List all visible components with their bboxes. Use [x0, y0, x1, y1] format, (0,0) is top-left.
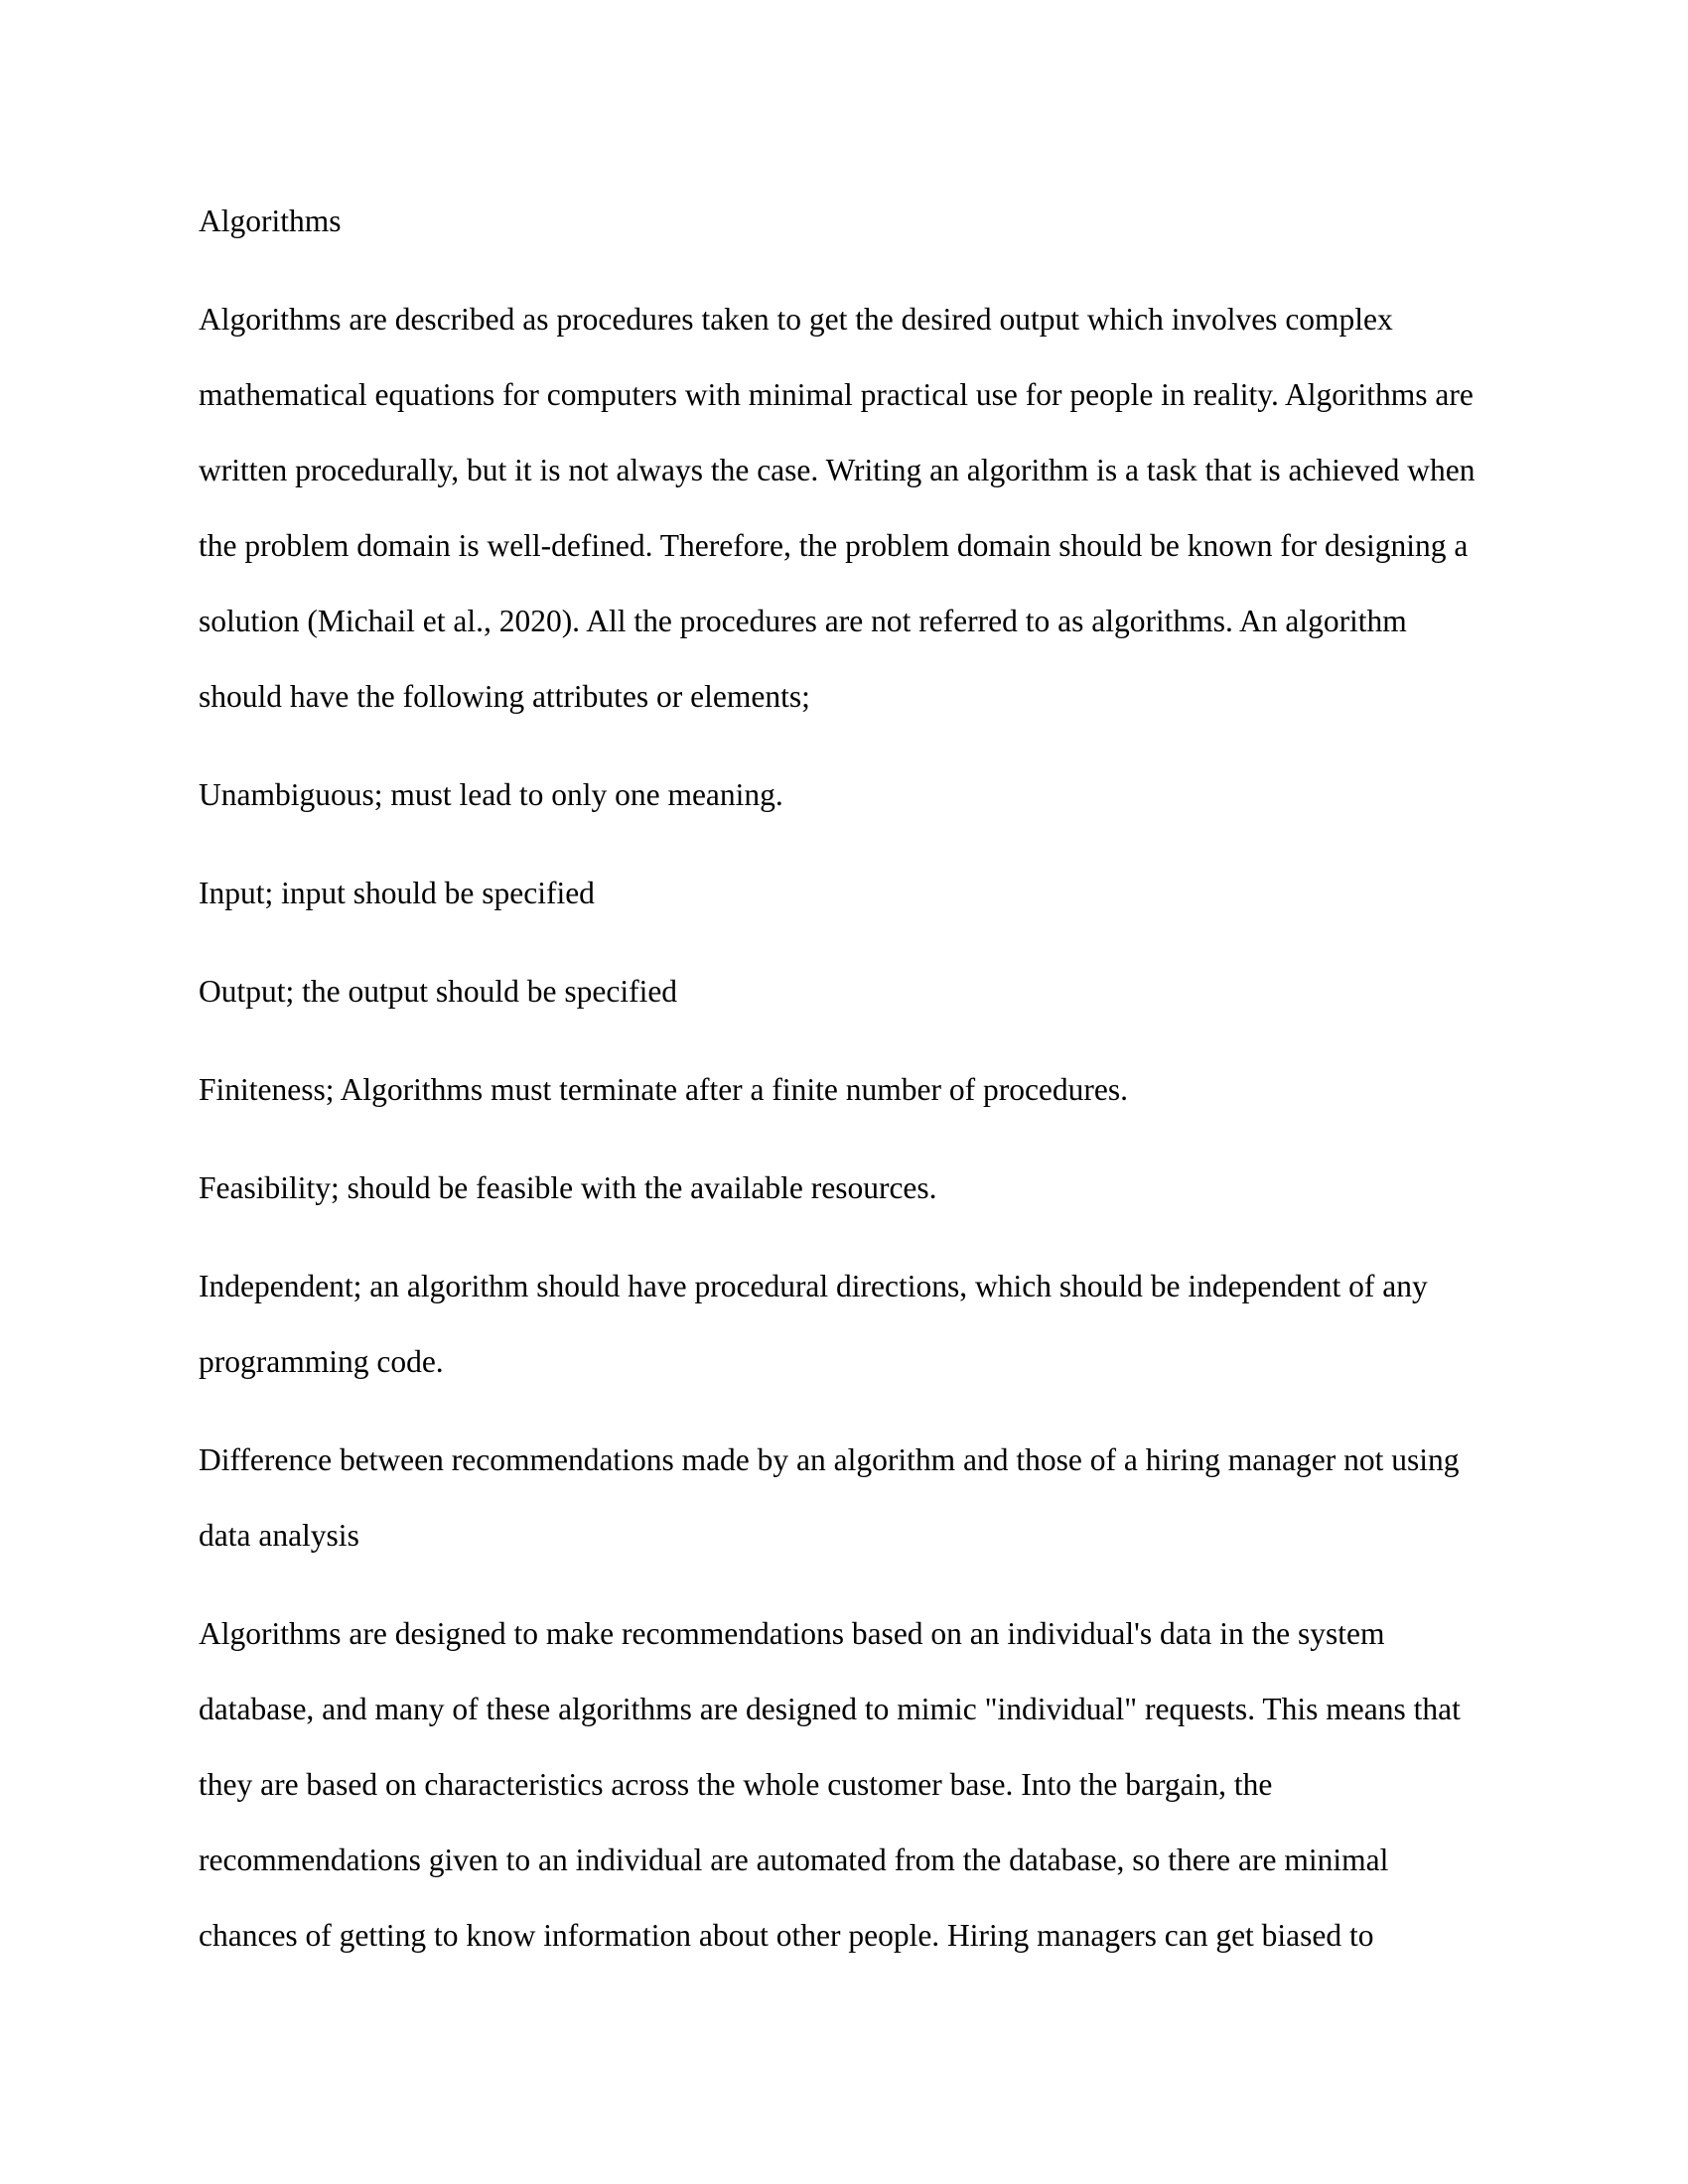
recommendations-paragraph: Algorithms are designed to make recommendations based on an individual's data in the system database, and many of these algorithms are designed to mimic "individual" requests. This means that they are based on characteristics across the whole customer base. Into the bargain, the recommendations given to an individual are automated from the database, so there are minimal chances of getting to know information about other people. Hiring managers can get biased to: [199, 1616, 1461, 1953]
attribute-finiteness: Finiteness; Algorithms must terminate after a finite number of procedures.: [199, 1072, 1129, 1107]
attribute-unambiguous: Unambiguous; must lead to only one meaning.: [199, 777, 783, 812]
document-body: [199, 184, 1489, 1996]
attribute-output: Output; the output should be specified: [199, 974, 678, 1009]
intro-paragraph: Algorithms are described as procedures taken to get the desired output which involves complex mathematical equations for computers with minimal practical use for people in reality. Algorithms are written procedurally, but it is not always the case. Writing an algorithm is a task that is achieved when the problem domain is well-defined. Therefore, the problem domain should be known for designing a solution (Michail et al., 2020). All the procedures are not referred to as algorithms. An algorithm should have the following attributes or elements;: [199, 302, 1476, 714]
attribute-feasibility: Feasibility; should be feasible with the available resources.: [199, 1170, 937, 1205]
attribute-input: Input; input should be specified: [199, 876, 595, 910]
subsection-heading: Difference between recommendations made by an algorithm and those of a hiring manager not using data analysis: [199, 1442, 1460, 1553]
section-heading: Algorithms: [199, 204, 342, 238]
attribute-independent: Independent; an algorithm should have procedural directions, which should be independent of any programming code.: [199, 1269, 1428, 1379]
